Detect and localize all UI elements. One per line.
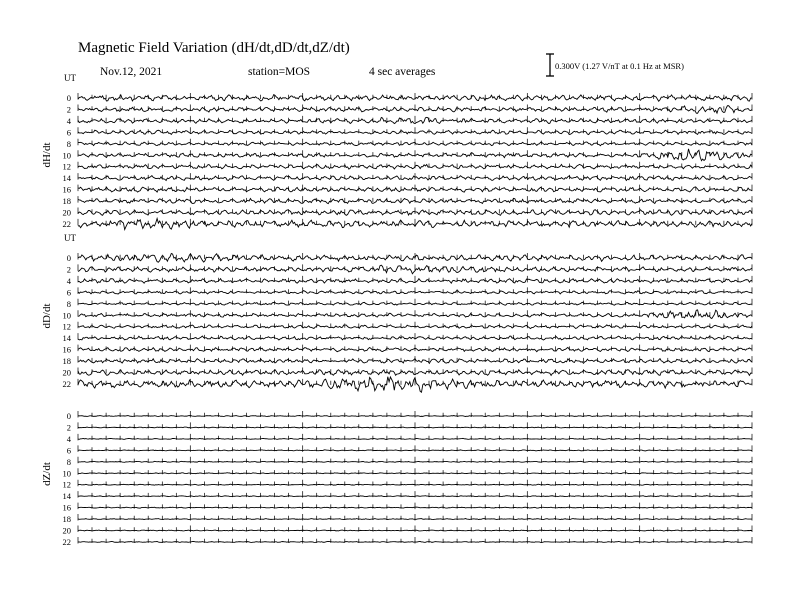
hour-label-dddt-6: 6 [66,287,71,298]
axis-label-dzdt: dZ/dt [41,462,53,486]
tick-marks-dhdt-14 [78,173,752,180]
ut-label-dhdt: UT [64,73,76,83]
hour-label-dhdt-18: 18 [62,196,71,207]
hour-label-dhdt-4: 4 [66,115,71,126]
tick-marks-dzdt-20 [78,526,752,533]
tick-marks-dzdt-6 [78,445,752,452]
date-label: Nov.12, 2021 [100,66,163,78]
hour-label-dhdt-22: 22 [62,218,71,229]
hour-label-dhdt-16: 16 [62,184,71,195]
hour-label-dzdt-16: 16 [62,502,71,513]
trace-dzdt-12 [78,484,752,485]
hour-label-dzdt-14: 14 [62,491,71,502]
hour-label-dddt-2: 2 [66,264,71,275]
tick-marks-dzdt-16 [78,503,752,510]
hour-label-dddt-20: 20 [62,367,71,378]
hour-label-dddt-0: 0 [66,253,71,263]
tick-marks-dhdt-22 [78,219,752,226]
hour-label-dhdt-2: 2 [66,104,71,115]
scale-bar-label: 0.300V (1.27 V/nT at 0.1 Hz at MSR) [555,61,684,71]
hour-label-dzdt-12: 12 [62,479,71,490]
hour-label-dzdt-4: 4 [66,433,71,444]
trace-dzdt-0 [78,415,752,416]
hour-label-dhdt-10: 10 [62,150,71,161]
hour-label-dddt-14: 14 [62,333,71,344]
hour-label-dddt-12: 12 [62,321,71,332]
trace-dzdt-8 [78,461,752,462]
axis-label-dddt: dD/dt [41,303,53,329]
hour-label-dddt-18: 18 [62,356,71,367]
hour-label-dddt-10: 10 [62,310,71,321]
hour-label-dhdt-14: 14 [62,173,71,184]
axis-label-dhdt: dH/dt [41,142,53,168]
hour-label-dhdt-20: 20 [62,207,71,218]
hour-label-dddt-8: 8 [66,298,71,309]
hour-label-dzdt-6: 6 [66,445,71,456]
hour-label-dzdt-18: 18 [62,514,71,525]
averaging-label: 4 sec averages [369,66,436,78]
chart-title: Magnetic Field Variation (dH/dt,dD/dt,dZ/dt) [78,40,350,56]
hour-label-dhdt-12: 12 [62,161,71,172]
station-label: station=MOS [248,66,311,78]
hour-label-dzdt-10: 10 [62,468,71,479]
hour-label-dddt-22: 22 [62,378,71,389]
hour-label-dzdt-0: 0 [66,411,71,421]
tick-marks-dddt-12 [78,322,752,329]
hour-label-dzdt-8: 8 [66,456,71,467]
hour-label-dhdt-6: 6 [66,127,71,138]
hour-label-dhdt-8: 8 [66,138,71,149]
hour-label-dhdt-0: 0 [66,93,71,103]
trace-dzdt-4 [78,438,752,439]
hour-label-dddt-4: 4 [66,275,71,286]
hour-label-dzdt-20: 20 [62,525,71,536]
trace-dzdt-22 [78,541,752,542]
hour-label-dddt-16: 16 [62,344,71,355]
hour-label-dzdt-2: 2 [66,422,71,433]
hour-label-dzdt-22: 22 [62,536,71,547]
ut-label-dddt: UT [64,233,76,243]
